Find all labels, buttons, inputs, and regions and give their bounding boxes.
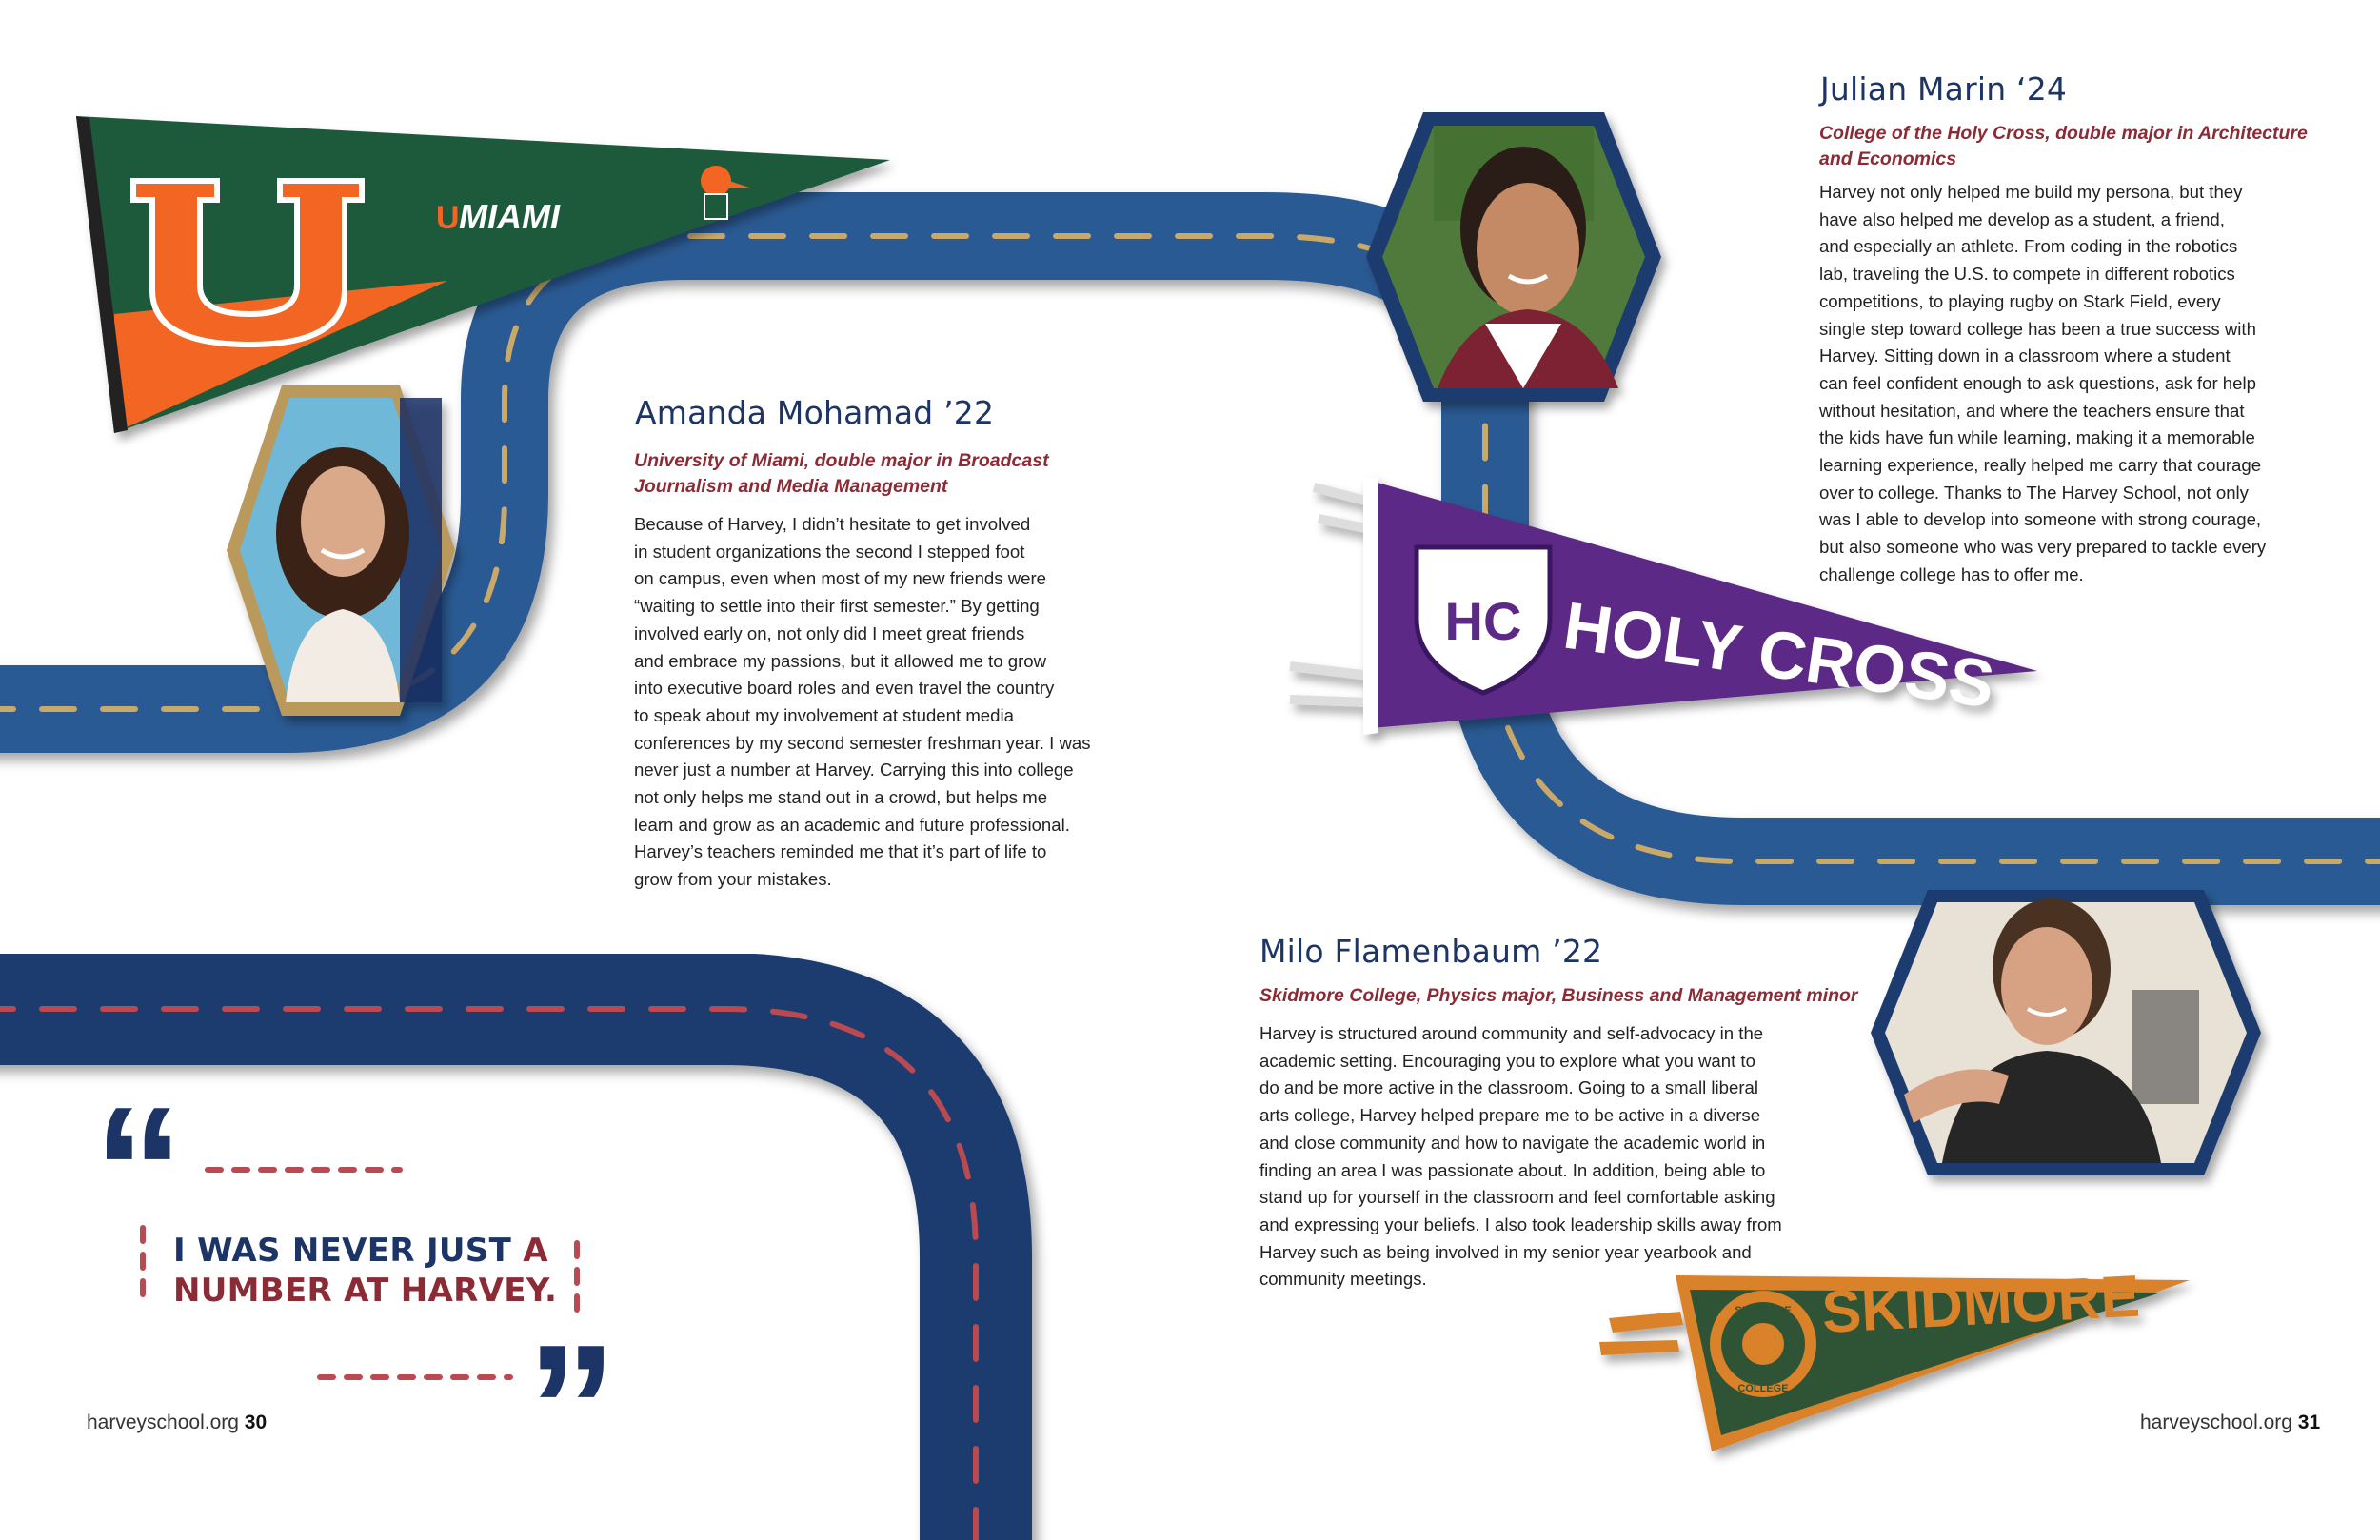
- milo-body-line: do and be more active in the classroom. Going to a small liberal: [1259, 1077, 1758, 1098]
- julian-body-line: and especially an athlete. From coding in the robotics: [1819, 236, 2238, 257]
- amanda-body-line: never just a number at Harvey. Carrying this into college: [634, 760, 1074, 780]
- amanda-body-line: not only helps me stand out in a crowd, but helps me: [634, 787, 1048, 808]
- open-quote-mark: “: [93, 1070, 184, 1272]
- footer-left: [87, 1412, 267, 1434]
- amanda-body-line: to speak about my involvement at student media: [634, 704, 1014, 725]
- pull-quote-text: [173, 1231, 557, 1311]
- julian-body-line: can feel confident enough to ask questions, ask for help: [1819, 372, 2256, 393]
- footer-left-page-number: 30: [244, 1412, 268, 1433]
- amanda-body-line: Because of Harvey, I didn’t hesitate to get involved: [634, 514, 1031, 534]
- julian-body-line: Harvey. Sitting down in a classroom where a student: [1819, 346, 2231, 366]
- amanda-body-line: conferences by my second semester freshman year. I was: [634, 732, 1091, 753]
- amanda-body-line: learn and grow as an academic and future professional.: [634, 814, 1070, 835]
- amanda-body-line: on campus, even when most of my new friends were: [634, 568, 1047, 589]
- julian-body-line: single step toward college has been a true success with: [1819, 318, 2256, 339]
- amanda-major-line: Journalism and Media Management: [634, 476, 948, 497]
- pull-quote-red-text: A: [511, 1232, 548, 1270]
- footer-left-site: harveyschool.org: [87, 1412, 239, 1433]
- milo-body-line: academic setting. Encouraging you to explore what you want to: [1259, 1050, 1755, 1071]
- milo-body-line: arts college, Harvey helped prepare me to be active in a diverse: [1259, 1105, 1761, 1126]
- amanda-major-line: University of Miami, double major in Broadcast: [634, 450, 1049, 471]
- milo-major-line: Skidmore College, Physics major, Business and Management minor: [1259, 985, 1858, 1006]
- miami-u-small: U: [436, 200, 460, 236]
- milo-body-line: Harvey is structured around community and self-advocacy in the: [1259, 1023, 1764, 1043]
- amanda-body-line: grow from your mistakes.: [634, 869, 832, 890]
- julian-body-line: over to college. Thanks to The Harvey School, not only: [1819, 482, 2249, 503]
- skidmore-seal-top-text: SKIDMORE: [1735, 1305, 1792, 1316]
- julian-body-line: was I able to develop into someone with strong courage,: [1819, 509, 2262, 530]
- julian-major-line: College of the Holy Cross, double major in Architecture: [1819, 123, 2308, 144]
- amanda-body-line: “waiting to settle into their first semester.” By getting: [634, 596, 1040, 617]
- amanda-name: Amanda Mohamad ’22: [635, 394, 995, 431]
- close-quote-mark: ”: [526, 1308, 617, 1510]
- julian-major-line: and Economics: [1819, 148, 1957, 169]
- pull-quote-line-2: NUMBER AT HARVEY.: [173, 1272, 558, 1310]
- julian-body-line: the kids have fun while learning, making it a memorable: [1819, 427, 2255, 448]
- amanda-body-line: involved early on, not only did I meet great friends: [634, 622, 1025, 643]
- holy-cross-crest-text: HC: [1444, 591, 1522, 651]
- footer-right-site: harveyschool.org: [2140, 1412, 2292, 1433]
- miami-wordmark: MIAMI: [459, 197, 560, 236]
- julian-body-line: competitions, to playing rugby on Stark Field, every: [1819, 290, 2221, 311]
- footer-right: [2140, 1412, 2320, 1434]
- skidmore-wordmark: SKIDMORE: [1820, 1263, 2142, 1346]
- julian-body-line: lab, traveling the U.S. to compete in different robotics: [1819, 264, 2235, 285]
- footer-right-page-number: 31: [2297, 1412, 2321, 1433]
- julian-name: Julian Marin ‘24: [1820, 70, 2068, 108]
- julian-body-line: learning experience, really helped me carry that courage: [1819, 455, 2262, 476]
- amanda-body-line: into executive board roles and even travel the country: [634, 678, 1055, 699]
- holy-cross-wordmark: HOLY CROSS: [1558, 587, 1999, 722]
- julian-body-line: challenge college has to offer me.: [1819, 563, 2084, 584]
- milo-name: Milo Flamenbaum ’22: [1259, 933, 1603, 970]
- skidmore-seal-bottom-text: COLLEGE: [1737, 1383, 1789, 1394]
- milo-body-line: community meetings.: [1259, 1269, 1427, 1290]
- julian-body-line: Harvey not only helped me build my persona, but they: [1819, 182, 2243, 202]
- milo-body-line: stand up for yourself in the classroom and feel comfortable asking: [1259, 1187, 1775, 1208]
- julian-body-line: but also someone who was very prepared to tackle every: [1819, 537, 2267, 558]
- pull-quote-navy-text: I WAS NEVER JUST: [173, 1232, 512, 1270]
- milo-body-line: finding an area I was passionate about. In addition, being able to: [1259, 1159, 1766, 1180]
- milo-body-line: and expressing your beliefs. I also took leadership skills away from: [1259, 1214, 1782, 1234]
- julian-body-line: have also helped me develop as a student, a friend,: [1819, 208, 2225, 229]
- amanda-body-line: in student organizations the second I stepped foot: [634, 541, 1025, 562]
- amanda-body-line: and embrace my passions, but it allowed me to grow: [634, 650, 1047, 671]
- pull-quote-line-1: [173, 1231, 557, 1271]
- julian-body-line: without hesitation, and where the teachers ensure that: [1819, 400, 2245, 421]
- milo-body-line: Harvey such as being involved in my senior year yearbook and: [1259, 1241, 1752, 1262]
- milo-body-line: and close community and how to navigate the academic world in: [1259, 1132, 1766, 1153]
- amanda-body-line: Harvey’s teachers reminded me that it’s part of life to: [634, 841, 1047, 862]
